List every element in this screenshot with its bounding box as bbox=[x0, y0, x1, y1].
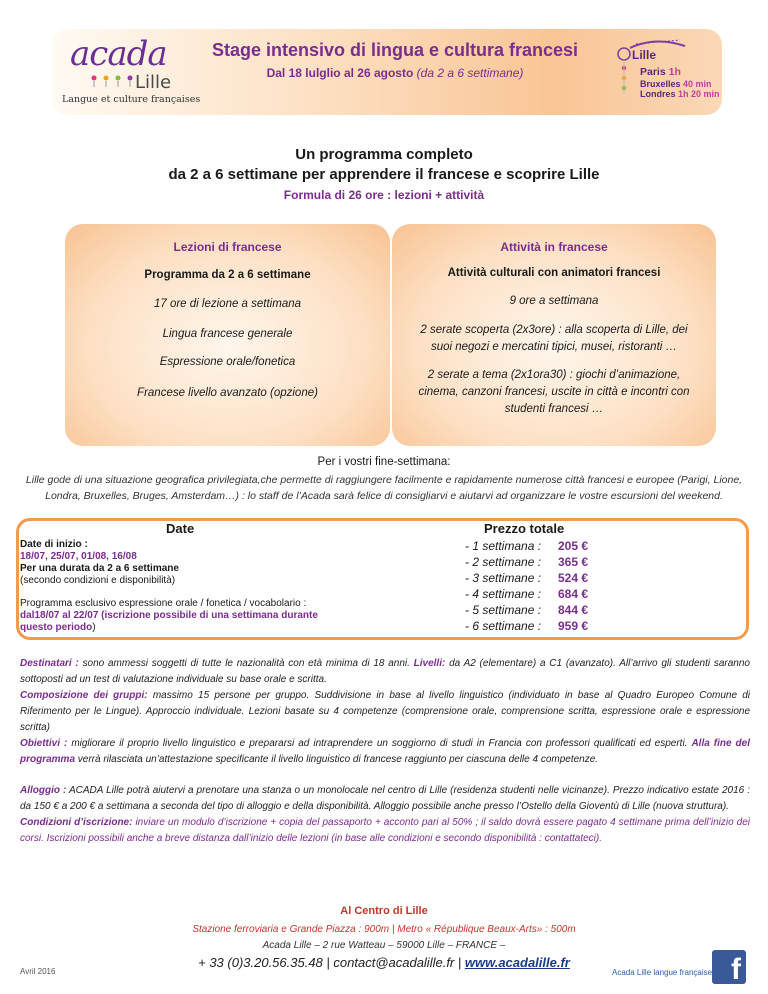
badge-row-bruxelles: Bruxelles 40 min bbox=[640, 79, 712, 89]
footer-transport: Stazione ferroviaria e Grande Piazza : 900m | Metro « République Beaux-Arts» : 500m bbox=[192, 924, 576, 935]
price-row: - 6 settimane : 959 € bbox=[465, 619, 589, 633]
weekend-title: Per i vostri fine-settimana: bbox=[317, 456, 451, 468]
exclusive-text: Programma esclusivo espressione orale / fonetica / vocabolario : bbox=[20, 598, 307, 609]
intro-line-2: da 2 a 6 settimane per apprendere il francese e scoprire Lille bbox=[168, 166, 600, 183]
website-link[interactable]: www.acadalille.fr bbox=[464, 955, 570, 970]
badge-row-paris: Paris 1h bbox=[640, 66, 681, 78]
details-block: Destinatari : sono ammessi soggetti di tutte le nazionalità con età minima di 18 anni. Livelli: da A2 (elementare) a C1 (avanzato). All’arrivo gli studenti saranno sottoposti ad un test di valutazione individuale su base orale e scritta. Composizione dei gruppi: massimo 15 persone per gruppo. Suddivisione in base al livello linguistico (individuato in base al Quadro Europeo Comune di Riferimento per le Lingue). Approccio individuale. Lezioni basate su 4 competenze (comprensione orale, comprensione scritta, espressione orale e espressione scritta) Obiettivi : migliorare il proprio livello linguistico e prepararsi ad intraprendere un soggiorno di studi in Francia con professori qualificati ed esperti. Alla fine del programma verrà rilasciata un’attestazione specificante il livello linguistico di francese raggiunto per ciascuna delle 4 competenze. bbox=[20, 658, 751, 765]
start-dates: 18/07, 25/07, 01/08, 16/08 bbox=[20, 551, 137, 562]
activities-hours: 9 ore a settimana bbox=[509, 295, 599, 307]
start-label: Date di inizio : bbox=[20, 539, 88, 550]
acada-logo bbox=[60, 34, 210, 114]
activities-subtitle: Attività culturali con animatori francesi bbox=[447, 267, 661, 279]
stage-title: Stage intensivo di lingua e cultura francesi bbox=[211, 40, 579, 60]
facebook-label[interactable]: Acada Lille langue française bbox=[612, 968, 713, 977]
footer-date: Avril 2016 bbox=[20, 967, 56, 976]
condition-text: (secondo condizioni e disponibilità) bbox=[20, 575, 176, 586]
lille-connections-badge bbox=[610, 34, 725, 104]
facebook-icon[interactable]: f bbox=[712, 950, 746, 984]
lessons-item: Espressione orale/fonetica bbox=[159, 356, 296, 368]
housing-block: Alloggio : ACADA Lille potrà aiutervi a prenotare una stanza o un monolocale nel centro di Lille (residenza studenti nelle vicinanze). Prezzo indicativo estate 2016 : da 150 € a 200 € a settimana a seconda del tipo di alloggio e della disponibilità. Alloggio possibile anche presso l’Ostello della Gioventù di Lille (nuova struttura). Condizioni d’iscrizione: inviare un modulo d’iscrizione + copia del passaporto + acconto pari al 50% ; il saldo dovrà essere pagato 4 settimane prima dell’inizio dei corsi. Iscrizioni possibili anche a breve distanza dall’inizio delle lezioni (in base alle condizioni e secondo disponibilità : contattateci). bbox=[20, 785, 750, 844]
weekend-text: Lille gode di una situazione geografica privilegiata,che permette di raggiungere facilmente e rapidamente numerose città francesi e europee (Parigi, Lione, Londra, Bruxelles, Bruges, Amsterdam…) : lo staff de l’Acada sarà felice di consigliarvi e aiutarvi ad organizzare le vostre escursioni del weekend. bbox=[25, 474, 743, 502]
stage-dates: Dal 18 lulglio al 26 agosto (da 2 a 6 settimane) bbox=[266, 66, 524, 80]
logo-tagline: Langue et culture françaises bbox=[62, 94, 201, 105]
duration-text: Per una durata da 2 a 6 settimane bbox=[20, 563, 179, 574]
activities-title: Attività in francese bbox=[500, 240, 608, 254]
activities-item-1: suoi negozi e mercatini tipici, musei, ristoranti … bbox=[430, 341, 678, 353]
lessons-card bbox=[65, 224, 390, 446]
lessons-title: Lezioni di francese bbox=[173, 240, 282, 254]
activities-item-2: cinema, canzoni francesi, uscite in città e incontri con bbox=[418, 386, 690, 398]
lessons-item: Lingua francese generale bbox=[162, 328, 293, 340]
intro-line-1: Un programma completo bbox=[295, 146, 473, 163]
activities-card bbox=[392, 224, 716, 446]
dates-header: Date bbox=[166, 521, 195, 536]
lessons-item: 17 ore di lezione a settimana bbox=[153, 298, 302, 310]
exclusive-dates-end: questo periodo) bbox=[20, 622, 96, 633]
footer-contact: + 33 (0)3.20.56.35.48 | contact@acadalille.fr | www.acadalille.fr bbox=[198, 955, 570, 970]
price-header: Prezzo totale bbox=[484, 521, 565, 536]
price-row: - 3 settimane : 524 € bbox=[465, 571, 589, 585]
price-row: - 4 settimane : 684 € bbox=[465, 587, 589, 601]
activities-item-2: studenti francesi … bbox=[504, 403, 604, 415]
footer-center: Al Centro di Lille bbox=[340, 905, 428, 917]
badge-city: Lille bbox=[632, 48, 657, 62]
logo-city: Lille bbox=[135, 72, 172, 93]
price-row: - 5 settimane : 844 € bbox=[465, 603, 589, 617]
badge-row-londres: Londres 1h 20 min bbox=[640, 89, 720, 99]
footer-address: Acada Lille – 2 rue Watteau – 59000 Lille – FRANCE – bbox=[262, 940, 506, 951]
exclusive-dates: dal18/07 al 22/07 (iscrizione possibile di una settimana durante bbox=[20, 610, 318, 621]
price-row: - 2 settimane : 365 € bbox=[465, 555, 589, 569]
formula-line: Formula di 26 ore : lezioni + attività bbox=[283, 188, 485, 202]
lessons-subtitle: Programma da 2 a 6 settimane bbox=[144, 269, 311, 281]
activities-item-2: 2 serate a tema (2x1ora30) : giochi d’animazione, bbox=[427, 369, 681, 381]
activities-item-1: 2 serate scoperta (2x3ore) : alla scoperta di Lille, dei bbox=[420, 324, 688, 336]
price-row: - 1 settimana : 205 € bbox=[465, 539, 589, 553]
lessons-item: Francese livello avanzato (opzione) bbox=[137, 387, 318, 399]
logo-wordmark: acada bbox=[70, 34, 167, 74]
